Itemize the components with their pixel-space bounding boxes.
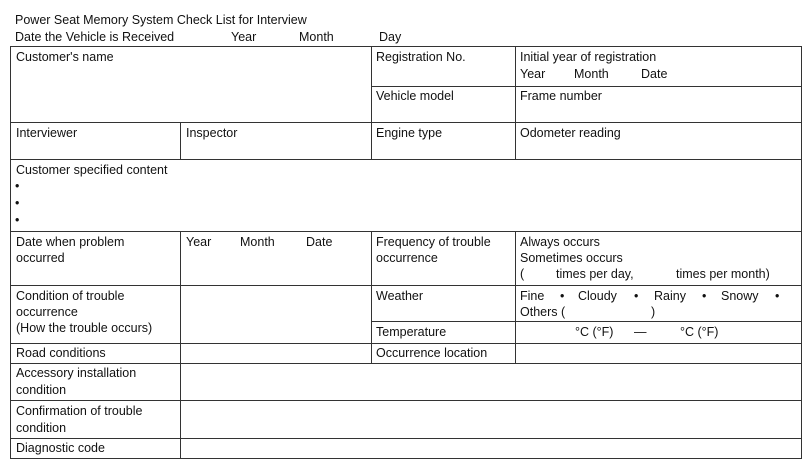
always-occurs-option: Always occurs [520,235,600,249]
received-month-label: Month [299,30,334,44]
weather-others-option: Others ( [520,305,566,319]
grid-line [10,343,802,344]
problem-date-label: Date [306,235,333,249]
weather-dot: • [702,289,707,303]
temperature-unit-2: °C (°F) [680,325,719,339]
initial-registration-label: Initial year of registration [520,50,657,64]
grid-line [371,86,802,87]
grid-line [180,231,181,459]
grid-line [10,363,802,364]
frequency-label-2: occurrence [376,251,438,265]
grid-line [10,122,802,123]
interviewer-label: Interviewer [16,126,78,140]
times-per-day-label: times per day, [556,267,634,281]
grid-line [515,231,516,363]
temperature-dash: — [634,325,647,339]
problem-year-label: Year [186,235,212,249]
times-open-paren: ( [520,267,525,281]
inspector-label: Inspector [186,126,238,140]
content-bullet: • [15,196,20,210]
engine-type-label: Engine type [376,126,443,140]
weather-cloudy-option: Cloudy [578,289,617,303]
condition-label-2: occurrence [16,305,78,319]
date-problem-label-2: occurred [16,251,65,265]
condition-label: Condition of trouble [16,289,125,303]
weather-dot: • [775,289,780,303]
grid-line [10,400,802,401]
accessory-label: Accessory installation [16,366,137,380]
grid-line [371,231,372,363]
registration-month-label: Month [574,67,609,81]
grid-line [371,321,802,322]
weather-fine-option: Fine [520,289,545,303]
registration-no-label: Registration No. [376,50,466,64]
confirmation-label-2: condition [16,421,67,435]
customer-content-label: Customer specified content [16,163,168,177]
weather-snowy-option: Snowy [721,289,759,303]
weather-dot: • [634,289,639,303]
date-problem-label: Date when problem [16,235,125,249]
grid-line [10,285,802,286]
content-bullet: • [15,179,20,193]
confirmation-label: Confirmation of trouble [16,404,143,418]
customer-name-label: Customer's name [16,50,114,64]
vehicle-model-label: Vehicle model [376,89,454,103]
grid-line [10,159,802,160]
weather-rainy-option: Rainy [654,289,686,303]
grid-line [10,231,802,232]
weather-label: Weather [376,289,424,303]
grid-line [10,458,802,459]
temperature-label: Temperature [376,325,447,339]
weather-dot: • [560,289,565,303]
times-per-month-label: times per month) [676,267,770,281]
frequency-label: Frequency of trouble [376,235,491,249]
grid-line [801,46,802,459]
content-bullet: • [15,213,20,227]
occurrence-location-label: Occurrence location [376,346,488,360]
grid-line [515,46,516,159]
registration-year-label: Year [520,67,546,81]
sometimes-occurs-option: Sometimes occurs [520,251,623,265]
received-date-label: Date the Vehicle is Received [15,30,175,44]
form-title: Power Seat Memory System Check List for Interview [15,13,307,27]
received-year-label: Year [231,30,257,44]
grid-line [10,46,11,459]
road-conditions-label: Road conditions [16,346,106,360]
grid-line [10,46,802,47]
received-day-label: Day [379,30,402,44]
registration-date-label: Date [641,67,668,81]
grid-line [10,438,802,439]
condition-label-3: (How the trouble occurs) [16,321,153,335]
frame-number-label: Frame number [520,89,602,103]
diagnostic-code-label: Diagnostic code [16,441,105,455]
grid-line [371,46,372,159]
problem-month-label: Month [240,235,275,249]
weather-others-close: ) [651,305,656,319]
temperature-unit-1: °C (°F) [575,325,614,339]
accessory-label-2: condition [16,383,67,397]
odometer-reading-label: Odometer reading [520,126,621,140]
grid-line [180,122,181,159]
